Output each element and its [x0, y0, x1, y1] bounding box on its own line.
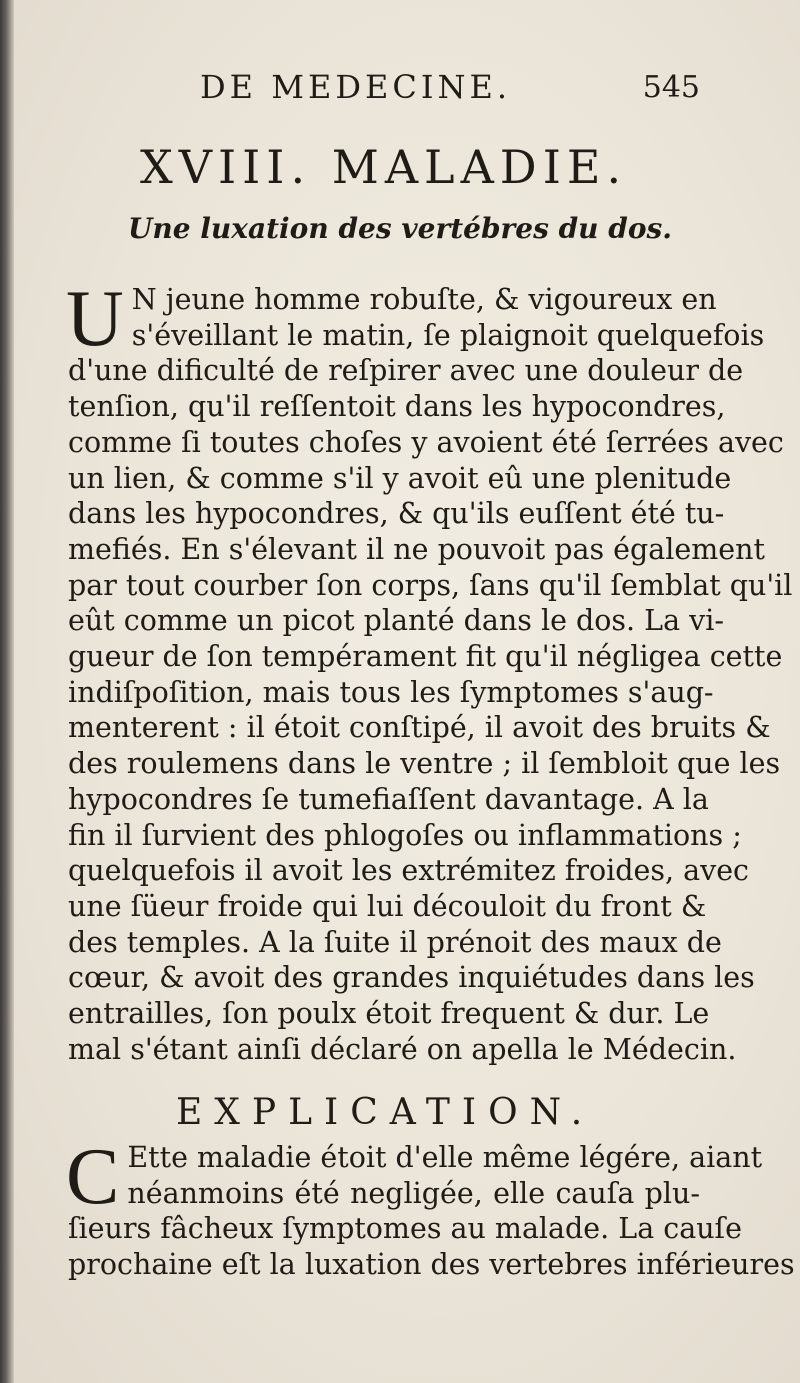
- text-line: un lien, & comme s'il y avoit eû une plenitude: [68, 461, 732, 495]
- text-line: comme ſi toutes choſes y avoient été ſerrées avec: [68, 425, 784, 459]
- text-line: menterent : il étoit conſtipé, il avoit des bruits &: [68, 711, 771, 745]
- text-line: prochaine eſt la luxation des vertebres inférieures: [68, 1248, 795, 1282]
- chapter-subtitle: Une luxation des vertébres du dos.: [127, 212, 673, 245]
- text-line: gueur de ſon tempérament fit qu'il négligea cette: [68, 640, 783, 674]
- text-line: dans les hypocondres, & qu'ils euſſent été tu-: [68, 497, 725, 531]
- text-line: mefiés. En s'élevant il ne pouvoit pas également: [68, 532, 765, 566]
- text-line: entrailles, ſon poulx étoit frequent & dur. Le: [68, 997, 710, 1031]
- text-line: ſieurs fâcheux ſymptomes au malade. La cauſe: [68, 1212, 742, 1246]
- drop-cap: C: [66, 1133, 120, 1221]
- text-line: d'une dificulté de reſpirer avec une douleur de: [68, 354, 744, 388]
- text-line: N jeune homme robuſte, & vigoureux en: [131, 283, 717, 316]
- case-description-paragraph: [66, 275, 793, 1067]
- text-line: des temples. A la ſuite il prénoit des maux de: [68, 925, 722, 959]
- text-line: indiſpoſition, mais tous les ſymptomes s'aug-: [68, 675, 714, 709]
- text-line: quelquefois il avoit les extrémitez froides, avec: [68, 854, 750, 888]
- page-gutter: [0, 0, 14, 1383]
- explication-paragraph: [66, 1133, 795, 1283]
- text-line: tenſion, qu'il reſſentoit dans les hypocondres,: [68, 390, 726, 424]
- text-line: Ette maladie étoit d'elle même légére, aiant: [127, 1141, 763, 1174]
- text-line: mal s'étant ainſi déclaré on apella le Médecin.: [68, 1032, 737, 1066]
- text-line: cœur, & avoit des grandes inquiétudes dans les: [68, 961, 755, 995]
- text-line: des roulemens dans le ventre ; il ſembloit que les: [68, 747, 781, 781]
- running-head: DE MEDECINE.: [200, 68, 511, 106]
- explication-heading: EXPLICATION.: [176, 1092, 595, 1133]
- text-line: fin il ſurvient des phlogoſes ou inflammations ;: [68, 818, 742, 852]
- text-line: une ſüeur froide qui lui découloit du front &: [68, 889, 707, 923]
- text-line: s'éveillant le matin, ſe plaignoit quelquefois: [131, 318, 765, 352]
- text-line: néanmoins été negligée, elle cauſa plu-: [127, 1176, 700, 1210]
- page-header: [140, 62, 700, 112]
- text-line: par tout courber ſon corps, ſans qu'il ſemblat qu'il: [68, 568, 793, 602]
- chapter-title: XVIII. MALADIE.: [140, 140, 628, 194]
- text-line: eût comme un picot planté dans le dos. La vi-: [68, 604, 724, 638]
- text-line: hypocondres ſe tumefiaſſent davantage. A la: [68, 782, 709, 816]
- page-number: 545: [642, 70, 700, 105]
- drop-cap: U: [66, 275, 124, 363]
